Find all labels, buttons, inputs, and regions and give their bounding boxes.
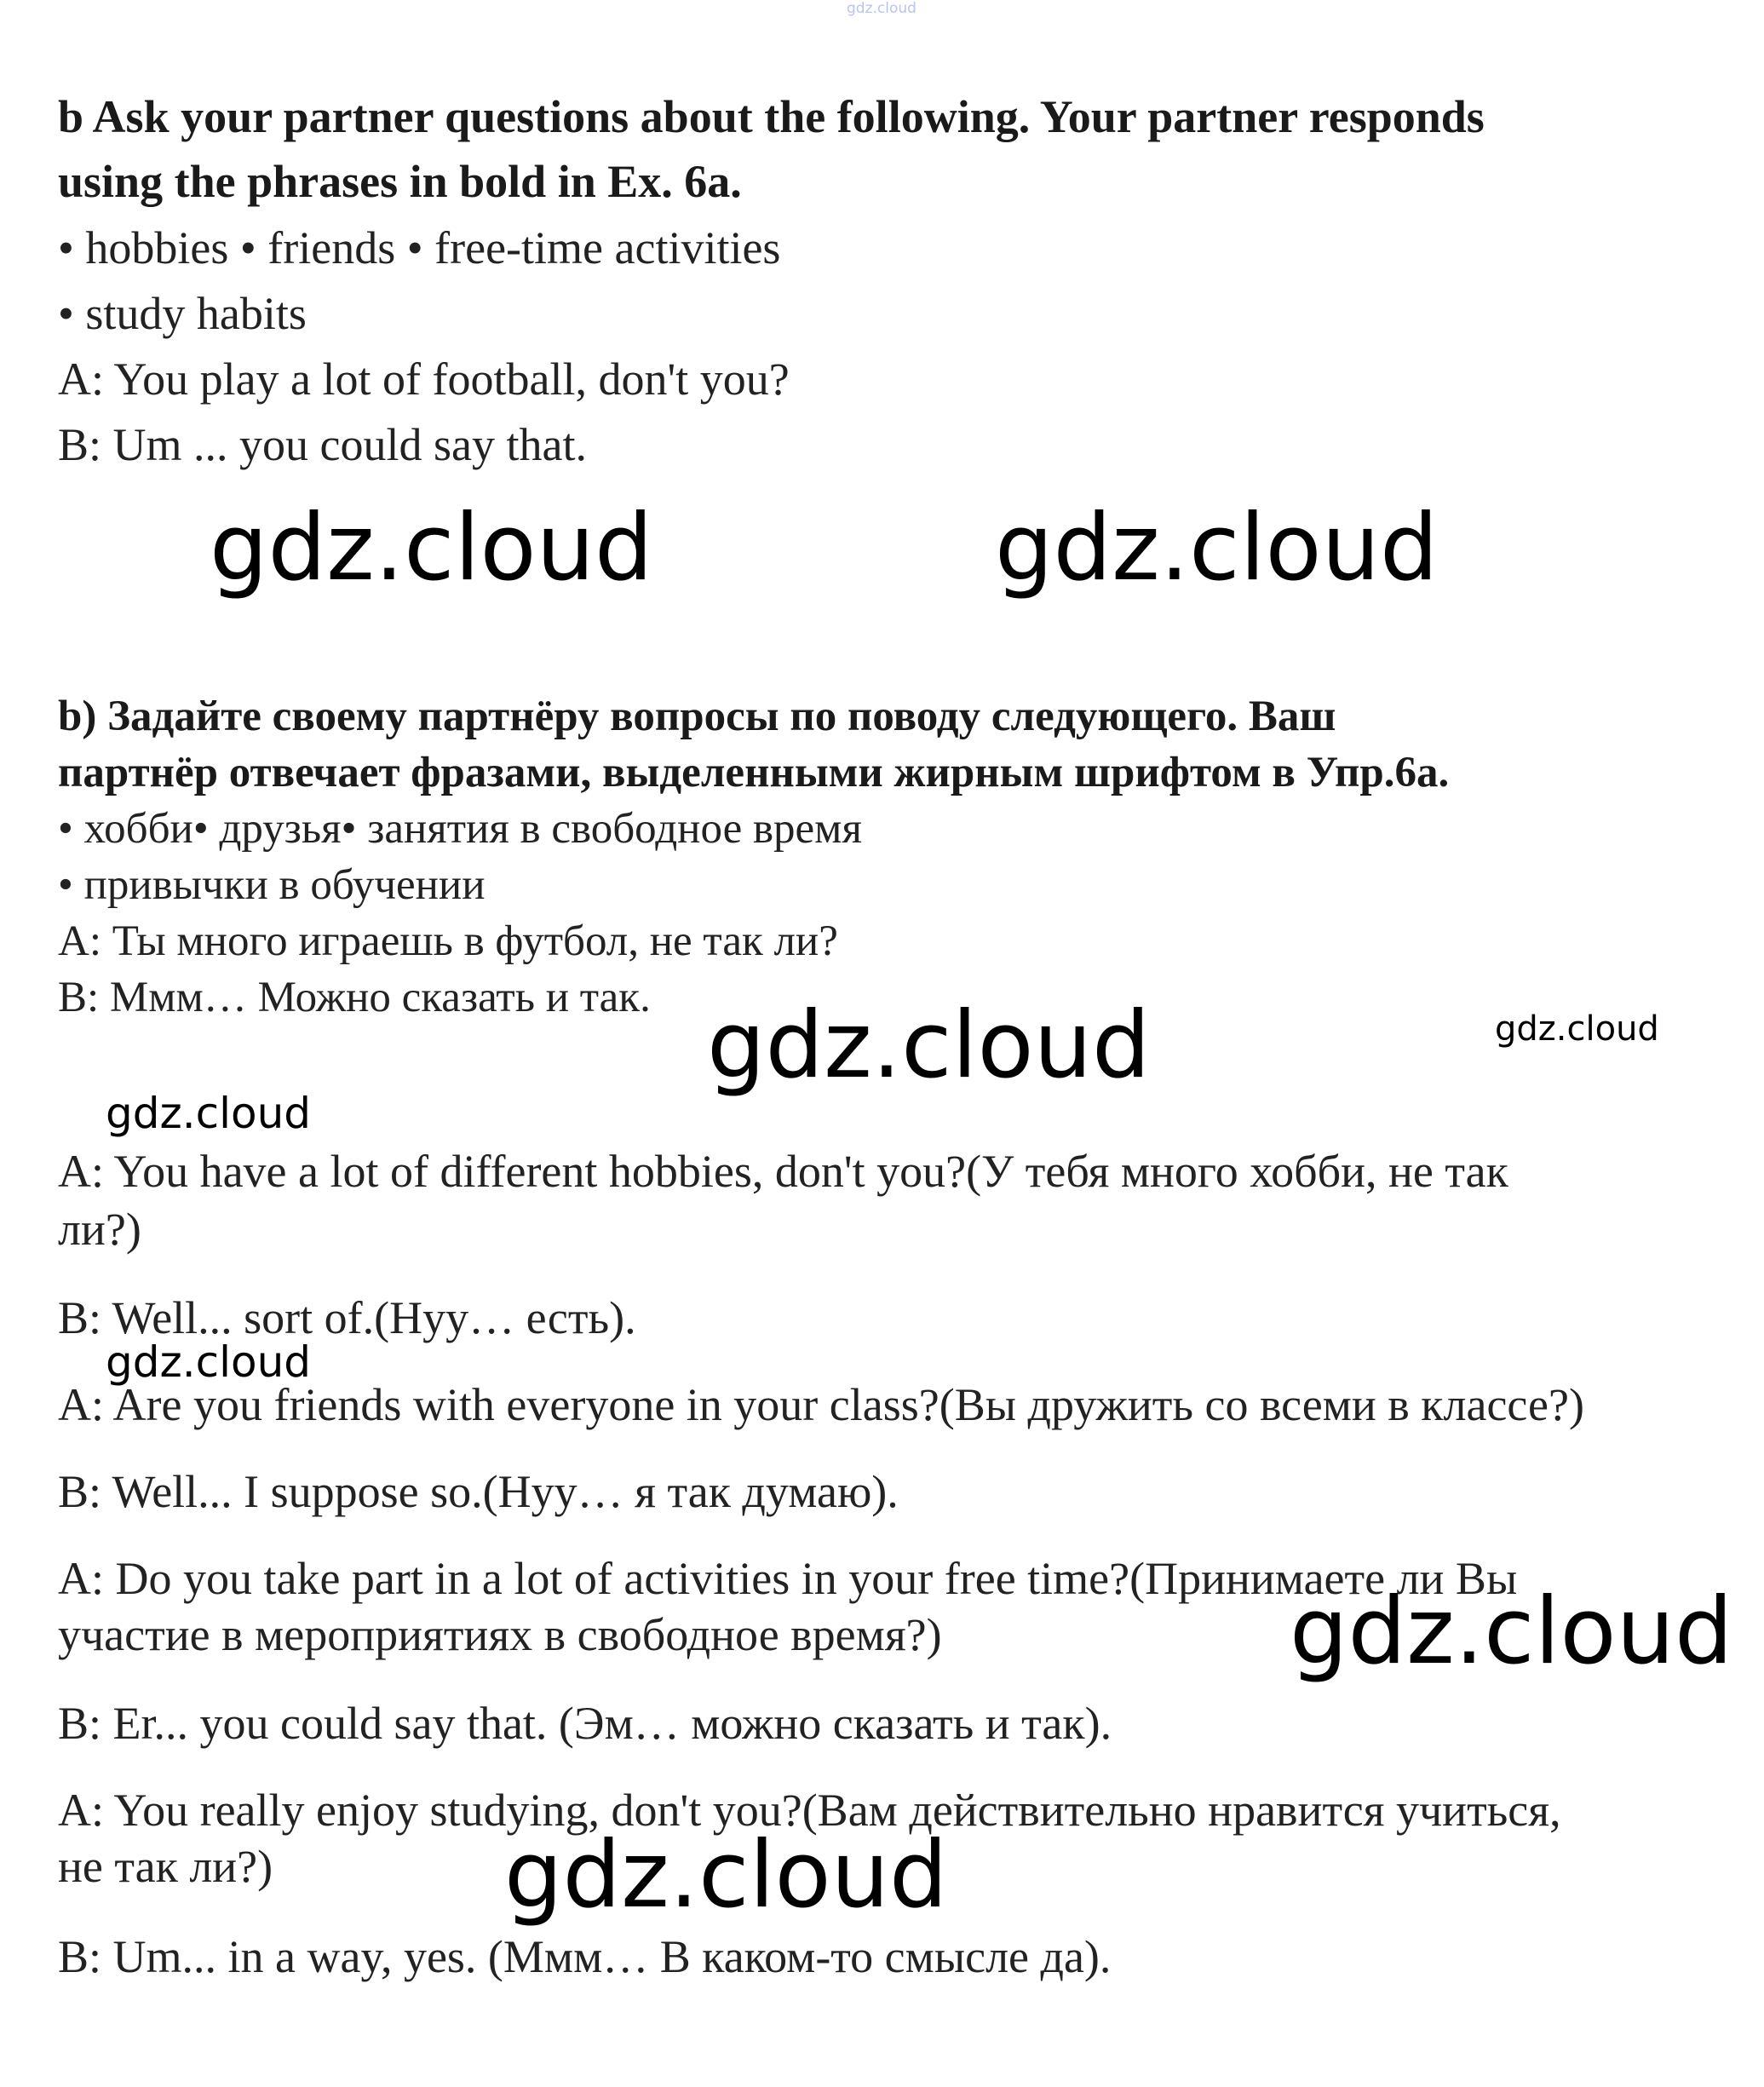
answer-b2: B: Well... I suppose so.(Нуу… я так думаю). <box>58 1466 899 1517</box>
answer-a4-line-1: A: You really enjoy studying, don't you?(Вам действительно нравится учиться, <box>58 1785 1561 1836</box>
russian-instruction-line-1: b) Задайте своему партнёру вопросы по поводу следующего. Ваш <box>58 693 1336 740</box>
watermark-7: gdz.cloud <box>1290 1578 1733 1685</box>
answer-a4-line-2: не так ли?) <box>58 1841 273 1892</box>
english-instruction-line-1: b Ask your partner questions about the following. Your partner responds <box>58 91 1485 142</box>
answer-a1-line-1: A: You have a lot of different hobbies, don't you?(У тебя много хобби, не так <box>58 1146 1508 1197</box>
answer-b3: B: Er... you could say that. (Эм… можно сказать и так). <box>58 1698 1112 1749</box>
answer-b4: B: Um... in a way, yes. (Ммм… В каком-то смысле да). <box>58 1931 1112 1982</box>
russian-instruction-line-2: партнёр отвечает фразами, выделенными жирным шрифтом в Упр.6а. <box>58 749 1450 796</box>
watermark-6: gdz.cloud <box>106 1337 312 1387</box>
watermark-5: gdz.cloud <box>106 1089 312 1138</box>
watermark-8: gdz.cloud <box>504 1822 948 1929</box>
russian-example-a: А: Ты много играешь в футбол, не так ли? <box>58 917 838 965</box>
watermark-1: gdz.cloud <box>210 495 653 601</box>
answer-b1: B: Well... sort of.(Нуу… есть). <box>58 1292 636 1343</box>
english-topics-line-1: • hobbies • friends • free-time activities <box>58 222 781 273</box>
english-example-a: A: You play a lot of football, don't you? <box>58 354 790 405</box>
watermark-3: gdz.cloud <box>707 992 1151 1099</box>
russian-example-b: B: Ммм… Можно сказать и так. <box>58 974 651 1021</box>
english-topics-line-2: • study habits <box>58 288 307 339</box>
answer-a3-line-1: A: Do you take part in a lot of activities in your free time?(Принимаете ли Вы <box>58 1553 1518 1604</box>
watermark-2: gdz.cloud <box>995 495 1439 601</box>
english-example-b: B: Um ... you could say that. <box>58 419 587 470</box>
english-instruction-line-2: using the phrases in bold in Ex. 6a. <box>58 156 742 207</box>
russian-topics-line-2: • привычки в обучении <box>58 861 486 909</box>
answer-a2: A: Are you friends with everyone in your class?(Вы дружить со всеми в классе?) <box>58 1379 1584 1430</box>
russian-topics-line-1: • хобби• друзья• занятия в свободное время <box>58 805 862 853</box>
watermark-top: gdz.cloud <box>847 0 916 17</box>
watermark-4: gdz.cloud <box>1495 1009 1659 1049</box>
answer-a1-line-2: ли?) <box>58 1204 141 1255</box>
answer-a3-line-2: участие в мероприятиях в свободное время?) <box>58 1609 942 1660</box>
